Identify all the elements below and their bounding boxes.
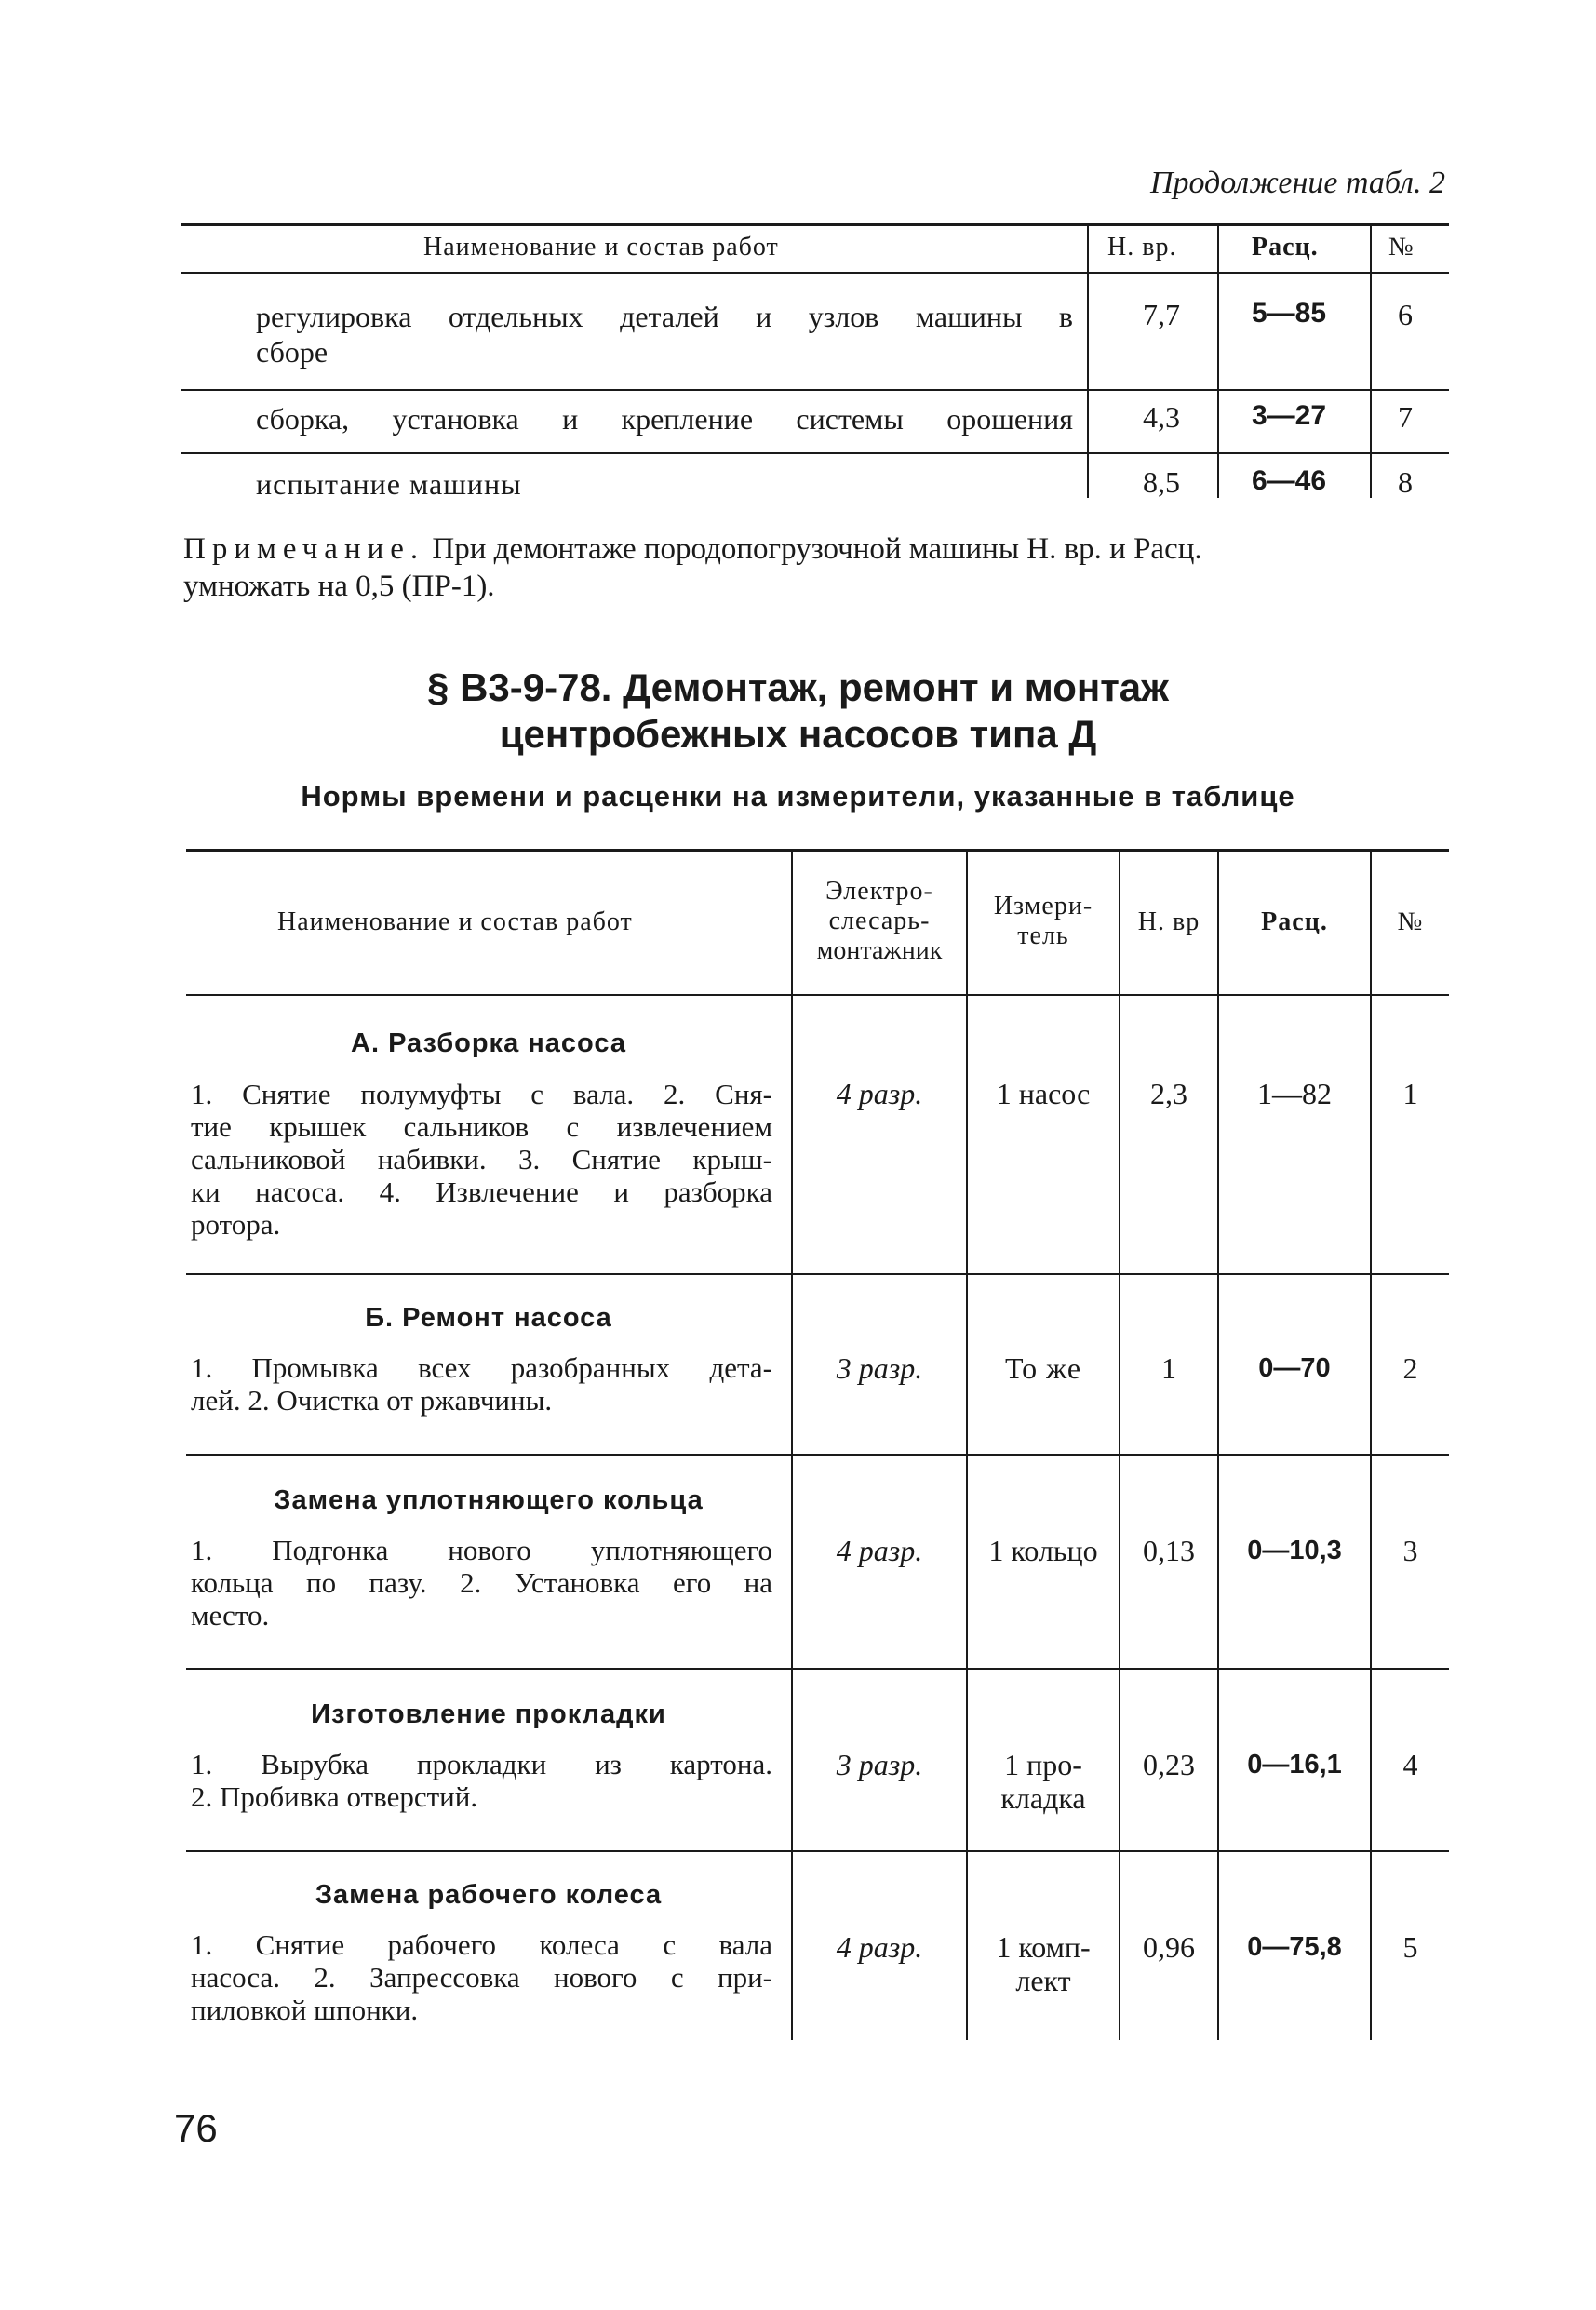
table-2-row-text: пиловкой шпонки. — [191, 1994, 419, 2026]
table-2-row-num: 4 — [1402, 1748, 1418, 1781]
table-1-row-rule — [181, 389, 1449, 391]
table-2-row-rule — [186, 1668, 1449, 1670]
table-2-row-heading: Б. Ремонт насоса — [365, 1303, 612, 1333]
table-2-row-unit: То же — [1004, 1351, 1082, 1385]
table-2-header-num: № — [1397, 907, 1424, 936]
table-2-row-text: кольца по пазу. 2. Установка его на — [191, 1566, 772, 1599]
table-1-row-name: регулировка отдельных деталей и узлов машины в — [256, 300, 1073, 333]
table-1-row-time: 4,3 — [1143, 400, 1180, 434]
table-1-header-time: Н. вр. — [1107, 233, 1177, 262]
table-1-header-price: Расц. — [1252, 233, 1319, 262]
table-2-header-worker: монтажник — [816, 936, 943, 965]
section-subtitle: Нормы времени и расценки на измерители, указанные в таблице — [301, 780, 1295, 813]
table-1-row-name: сборка, установка и крепление системы орошения — [256, 402, 1073, 436]
table-1-row-price: 3—27 — [1252, 400, 1327, 431]
table-2-col-rule — [1217, 849, 1219, 2040]
table-2-col-rule — [1119, 849, 1120, 2040]
section-title: § В3-9-78. Демонтаж, ремонт и монтаж — [427, 665, 1169, 709]
table-2-row-heading: А. Разборка насоса — [351, 1028, 626, 1058]
table-2-row-time: 1 — [1161, 1351, 1176, 1385]
table-2-row-text: 1. Промывка всех разобранных дета- — [191, 1351, 772, 1384]
table-2-row-text: тие крышек сальников с извлечением — [191, 1110, 772, 1143]
table-2-row-text: 1. Вырубка прокладки из картона. — [191, 1748, 772, 1780]
table-1-row-price: 6—46 — [1252, 465, 1327, 496]
table-2-row-text: 1. Снятие полумуфты с вала. 2. Сня- — [191, 1078, 772, 1110]
table-2-row-grade: 3 разр. — [836, 1748, 923, 1781]
table-2-row-text: ки насоса. 4. Извлечение и разборка — [191, 1175, 772, 1208]
note-text: При демонтаже породопогрузочной машины Н. вр. и Расц. — [432, 532, 1202, 566]
table-1-row-name: испытание машины — [256, 467, 522, 501]
table-1-header-rule — [181, 272, 1449, 274]
table-2-header-worker: Электро- — [825, 877, 933, 906]
table-1-header-name: Наименование и состав работ — [423, 233, 779, 262]
table-2-row-time: 2,3 — [1150, 1077, 1187, 1110]
table-2-top-rule — [186, 849, 1449, 852]
table-2-header-worker: слесарь- — [828, 907, 931, 935]
table-2-row-grade: 3 разр. — [836, 1351, 923, 1385]
table-2-row-rule — [186, 1273, 1449, 1275]
table-2-row-unit: кладка — [1000, 1781, 1086, 1815]
table-2-row-heading: Замена уплотняющего кольца — [274, 1485, 704, 1515]
table-1-row-num: 8 — [1398, 465, 1413, 499]
table-1-top-rule — [181, 223, 1449, 226]
table-1-row-price: 5—85 — [1252, 298, 1327, 329]
table-2-row-price: 0—75,8 — [1247, 1932, 1342, 1962]
page-number: 76 — [174, 2106, 218, 2150]
table-2-row-grade: 4 разр. — [836, 1077, 923, 1110]
note-label: Примечание. — [183, 532, 425, 566]
table-2-row-rule — [186, 1454, 1449, 1456]
table-2-col-rule — [1370, 849, 1372, 2040]
table-2-row-text: место. — [191, 1599, 270, 1632]
table-1-header-num: № — [1388, 233, 1415, 262]
table-2-row-unit: 1 насос — [996, 1077, 1091, 1110]
table-2-row-text: ротора. — [191, 1208, 281, 1241]
table-2-row-unit: 1 кольцо — [988, 1534, 1098, 1567]
table-2-row-price: 0—16,1 — [1247, 1750, 1342, 1780]
table-1-row-num: 6 — [1398, 298, 1413, 331]
table-2-row-grade: 4 разр. — [836, 1930, 923, 1964]
table-2-row-num: 2 — [1402, 1351, 1418, 1385]
table-2-row-unit: лект — [1015, 1964, 1071, 1997]
table-2-row-unit: 1 комп- — [996, 1930, 1091, 1964]
table-2-row-price: 0—70 — [1258, 1353, 1331, 1383]
note-line-2: умножать на 0,5 (ПР-1). — [183, 570, 495, 603]
table-2-header-unit: тель — [1017, 921, 1069, 950]
table-1-col-rule — [1370, 223, 1372, 498]
table-2-header-rule — [186, 994, 1449, 996]
table-1-col-rule — [1217, 223, 1219, 498]
table-2-row-price: 1—82 — [1257, 1077, 1332, 1110]
table-2-row-num: 3 — [1402, 1534, 1418, 1567]
table-2-row-text: лей. 2. Очистка от ржавчины. — [191, 1384, 553, 1417]
table-2-row-num: 5 — [1402, 1930, 1418, 1964]
table-2-header-name: Наименование и состав работ — [277, 907, 633, 936]
table-2-col-rule — [966, 849, 968, 2040]
table-1-row-time: 8,5 — [1143, 465, 1180, 499]
section-title: центробежных насосов типа Д — [499, 712, 1097, 756]
table-2-row-unit: 1 про- — [1004, 1748, 1082, 1781]
table-1-col-rule — [1087, 223, 1089, 498]
table-2-header-time: Н. вр — [1137, 907, 1200, 936]
continuation-label: Продолжение табл. 2 — [1149, 166, 1445, 200]
table-2-row-heading: Изготовление прокладки — [311, 1699, 666, 1729]
table-2-header-price: Расц. — [1261, 907, 1328, 936]
table-2-row-rule — [186, 1850, 1449, 1852]
table-2-row-text: насоса. 2. Запрессовка нового с при- — [191, 1961, 772, 1994]
table-2-row-time: 0,23 — [1143, 1748, 1195, 1781]
table-2-row-time: 0,13 — [1143, 1534, 1195, 1567]
table-2-row-text: 1. Снятие рабочего колеса с вала — [191, 1928, 772, 1961]
table-1-row-num: 7 — [1398, 400, 1413, 434]
table-2-row-heading: Замена рабочего колеса — [315, 1880, 663, 1910]
table-2-header-unit: Измери- — [993, 892, 1093, 920]
table-2-row-text: 2. Пробивка отверстий. — [191, 1780, 478, 1813]
table-2-col-rule — [791, 849, 793, 2040]
table-2-row-time: 0,96 — [1143, 1930, 1195, 1964]
table-2-row-grade: 4 разр. — [836, 1534, 923, 1567]
table-2-row-text: сальниковой набивки. 3. Снятие крыш- — [191, 1143, 772, 1175]
table-2-row-price: 0—10,3 — [1247, 1536, 1342, 1565]
table-1-row-rule — [181, 452, 1449, 454]
note-line-1 — [183, 532, 1202, 567]
table-1-row-time: 7,7 — [1143, 298, 1180, 331]
table-2-row-num: 1 — [1402, 1077, 1418, 1110]
table-2-row-text: 1. Подгонка нового уплотняющего — [191, 1534, 772, 1566]
table-1-row-name: сборе — [256, 335, 329, 369]
